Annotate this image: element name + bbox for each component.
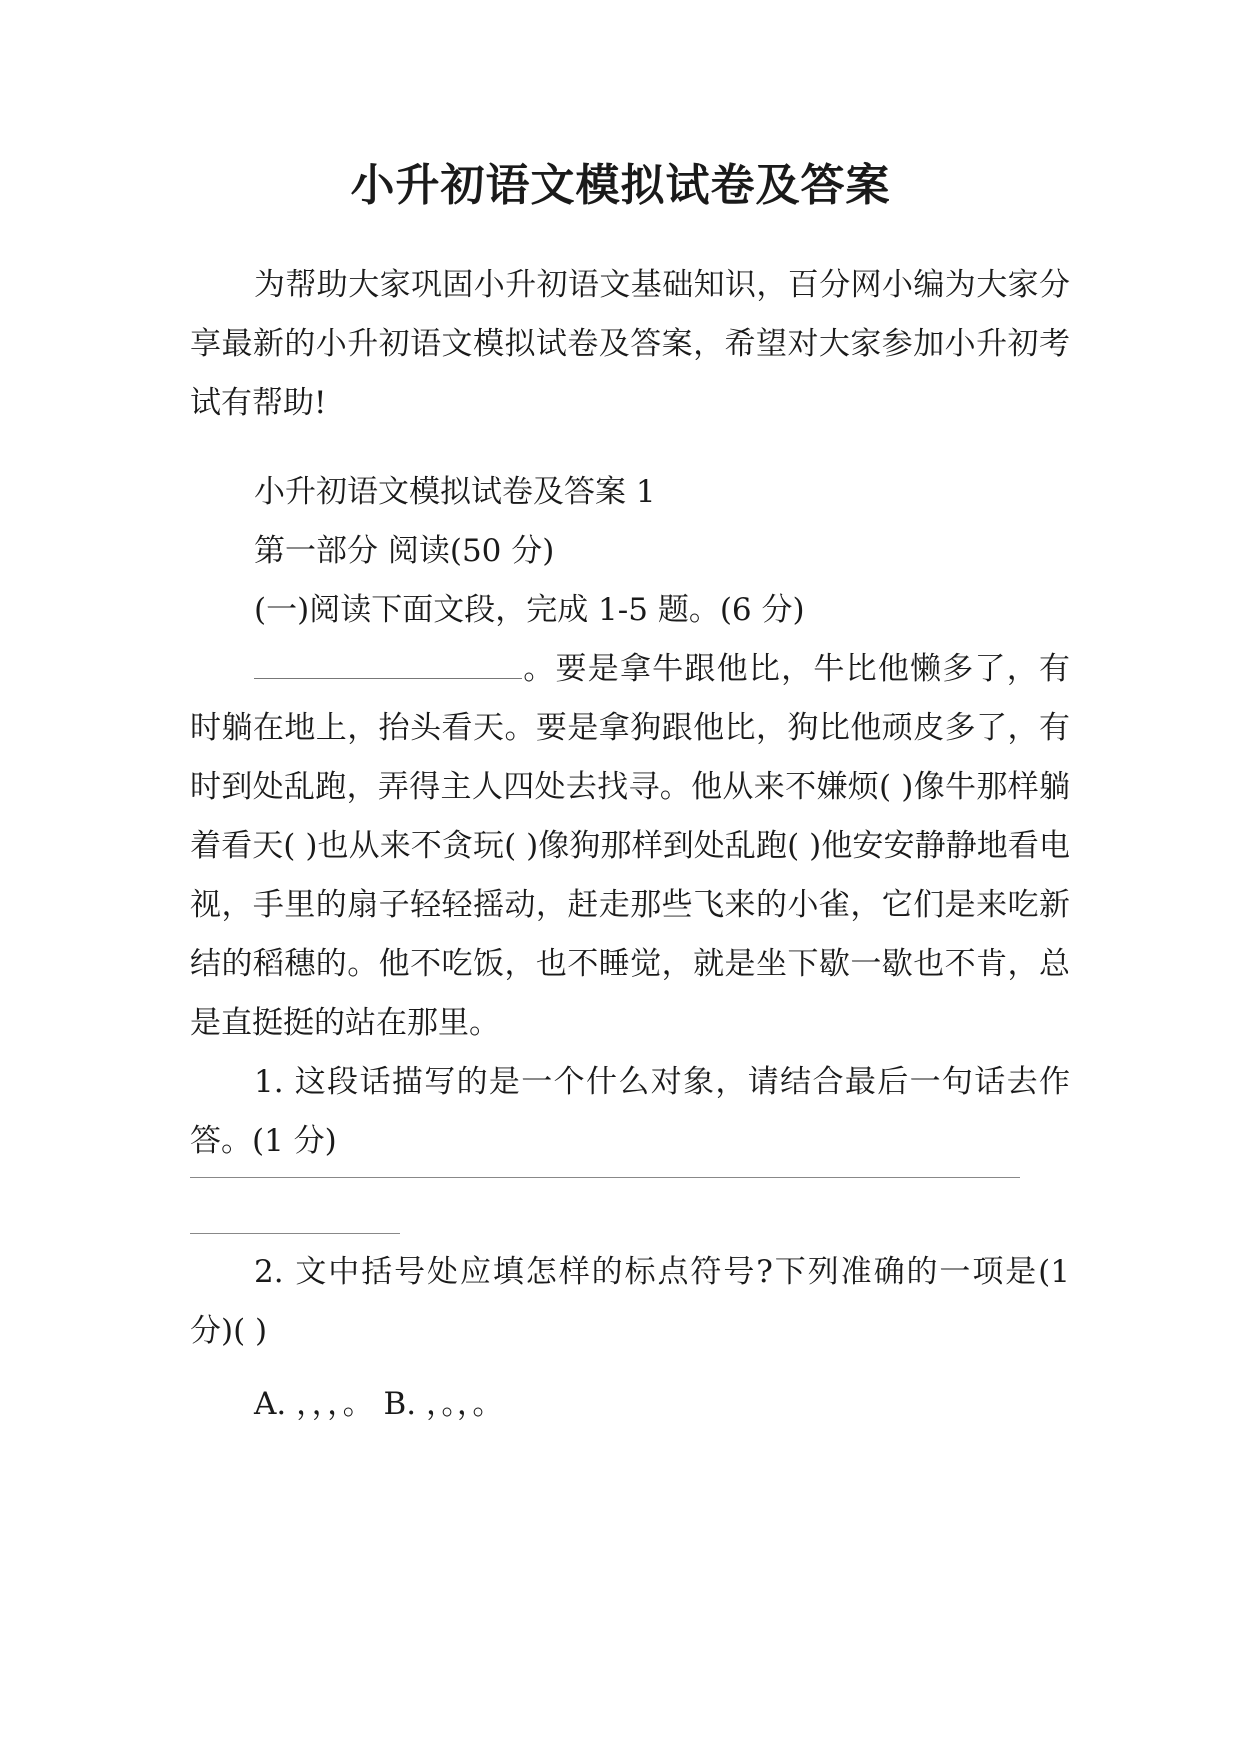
- question-2: 2. 文中括号处应填怎样的标点符号?下列准确的一项是(1 分)( ): [190, 1254, 1070, 1349]
- question-2-options: A. ，，，。 B. ，。，。: [254, 1386, 504, 1422]
- exam-content: [190, 463, 1070, 1171]
- fill-in-blank: [254, 656, 522, 679]
- intro-block: [190, 256, 1070, 433]
- question-2-block: [190, 1243, 1070, 1434]
- intro-paragraph: 为帮助大家巩固小升初语文基础知识，百分网小编为大家分享最新的小升初语文模拟试卷及答案，希望对大家参加小升初考试有帮助!: [190, 267, 1070, 421]
- answer-line-1: [190, 1177, 1020, 1178]
- passage-text: 。要是拿牛跟他比，牛比他懒多了，有时躺在地上，抬头看天。要是拿狗跟他比，狗比他顽皮多了，有时到处乱跑，弄得主人四处去找寻。他从来不嫌烦( )像牛那样躺着看天( )也从来不贪玩( )像狗那样到处乱跑( )他安安静静地看电视，手里的扇子轻轻摇动，赶走那些飞来的小雀，它们是来吃新结的稻穗的。他不吃饭，也不睡觉，就是坐下歇一歇也不肯，总是直挺挺的站在那里。: [190, 651, 1070, 1041]
- section-heading: 小升初语文模拟试卷及答案 1: [254, 474, 656, 510]
- passage-paragraph: [190, 640, 1070, 1053]
- document-title: 小升初语文模拟试卷及答案: [350, 160, 891, 211]
- part-heading: 第一部分 阅读(50 分): [254, 533, 555, 569]
- subsection-heading: (一)阅读下面文段，完成 1-5 题。(6 分): [254, 592, 805, 628]
- answer-line-2: [190, 1233, 400, 1234]
- question-1: 1. 这段话描写的是一个什么对象，请结合最后一句话去作答。(1 分): [190, 1064, 1070, 1159]
